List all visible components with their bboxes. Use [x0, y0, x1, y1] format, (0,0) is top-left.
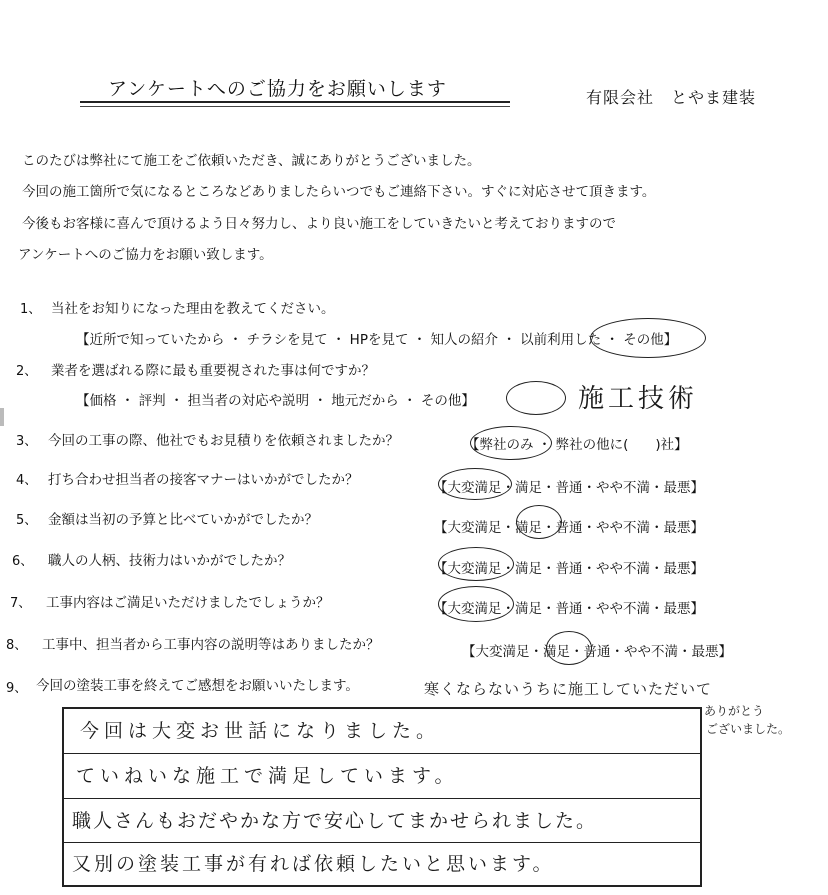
page-title: アンケートへのご協力をお願いします	[108, 78, 447, 100]
handwritten-comment: 又別の塗装工事が有れば依頼したいと思います。	[72, 853, 555, 875]
intro-line-1: このたびは弊社にて施工をご依頼いただき、誠にありがとうございました。	[22, 153, 481, 169]
question-text: 今回の塗装工事を終えてご感想をお願いいたします。	[36, 678, 359, 694]
question-text: 打ち合わせ担当者の接客マナーはいかがでしたか？	[48, 472, 359, 488]
question-text: 工事中、担当者から工事内容の説明等はありましたか？	[42, 637, 380, 653]
handwritten-answer: 施工技術	[578, 384, 699, 414]
question-text: 当社をお知りになった理由を教えてください。	[51, 301, 335, 317]
question-number: 9、	[6, 681, 28, 696]
handwritten-comment: 今回は大変お世話になりました。	[80, 720, 441, 742]
intro-line-2: 今回の施工箇所で気になるところなどありましたらいつでもご連絡下さい。すぐに対応させて頂きます。	[22, 184, 656, 200]
intro-line-4: アンケートへのご協力をお願い致します。	[18, 247, 273, 263]
question-number: 6、	[12, 554, 34, 569]
scan-edge-mark	[0, 408, 4, 426]
company-name: 有限会社 とやま建装	[586, 88, 757, 107]
selected-answer-circle	[590, 318, 706, 358]
handwritten-note: ございました。	[706, 722, 791, 736]
comment-box-rule	[64, 842, 700, 843]
handwritten-note: ありがとう	[704, 704, 765, 718]
question-text: 業者を選ばれる際に最も重要視された事は何ですか？	[51, 363, 375, 379]
title-underline-thin	[80, 106, 510, 107]
question-number: 1、	[20, 302, 42, 317]
selected-answer-circle	[470, 426, 552, 460]
selected-answer-circle	[438, 547, 514, 581]
question-options: 【大変満足・満足・普通・やや不満・最悪】	[462, 644, 732, 660]
selected-answer-circle	[506, 381, 566, 415]
comment-box-rule	[64, 798, 700, 799]
question-options: 【近所で知っていたから ・ チラシを見て ・ HPを見て ・ 知人の紹介 ・ 以前利用した ・ その他】	[76, 332, 678, 348]
question-number: 2、	[16, 364, 38, 379]
comment-box-rule	[64, 753, 700, 754]
question-number: 4、	[16, 473, 38, 488]
question-text: 今回の工事の際、他社でもお見積りを依頼されましたか？	[48, 433, 399, 449]
handwritten-comment: 職人さんもおだやかな方で安心してまかせられました。	[72, 810, 598, 832]
question-number: 3、	[16, 434, 38, 449]
question-number: 5、	[16, 513, 38, 528]
question-options: 【価格 ・ 評判 ・ 担当者の対応や説明 ・ 地元だから ・ その他】	[76, 393, 475, 409]
question-text: 工事内容はご満足いただけましたでしょうか？	[46, 595, 330, 611]
selected-answer-circle	[438, 586, 514, 622]
handwritten-note: 寒くならないうちに施工していただいて	[424, 680, 713, 698]
selected-answer-circle	[438, 468, 512, 500]
question-options: 【大変満足・満足・普通・やや不満・最悪】	[434, 561, 704, 577]
question-number: 7、	[10, 596, 32, 611]
question-text: 職人の人柄、技術力はいかがでしたか？	[48, 553, 291, 569]
question-text: 金額は当初の予算と比べていかがでしたか？	[48, 512, 318, 528]
selected-answer-circle	[516, 505, 562, 539]
question-options: 【弊社のみ ・ 弊社の他に( )社】	[466, 437, 688, 453]
question-options: 【大変満足・満足・普通・やや不満・最悪】	[434, 520, 704, 536]
intro-line-3: 今後もお客様に喜んで頂けるよう日々努力し、より良い施工をしていきたいと考えておりますので	[22, 216, 616, 232]
question-number: 8、	[6, 638, 28, 653]
question-options: 【大変満足・満足・普通・やや不満・最悪】	[434, 480, 704, 496]
selected-answer-circle	[546, 631, 592, 665]
question-options: 【大変満足・満足・普通・やや不満・最悪】	[434, 601, 704, 617]
handwritten-comment: ていねいな施工で満足しています。	[76, 765, 459, 787]
title-underline	[80, 101, 510, 103]
